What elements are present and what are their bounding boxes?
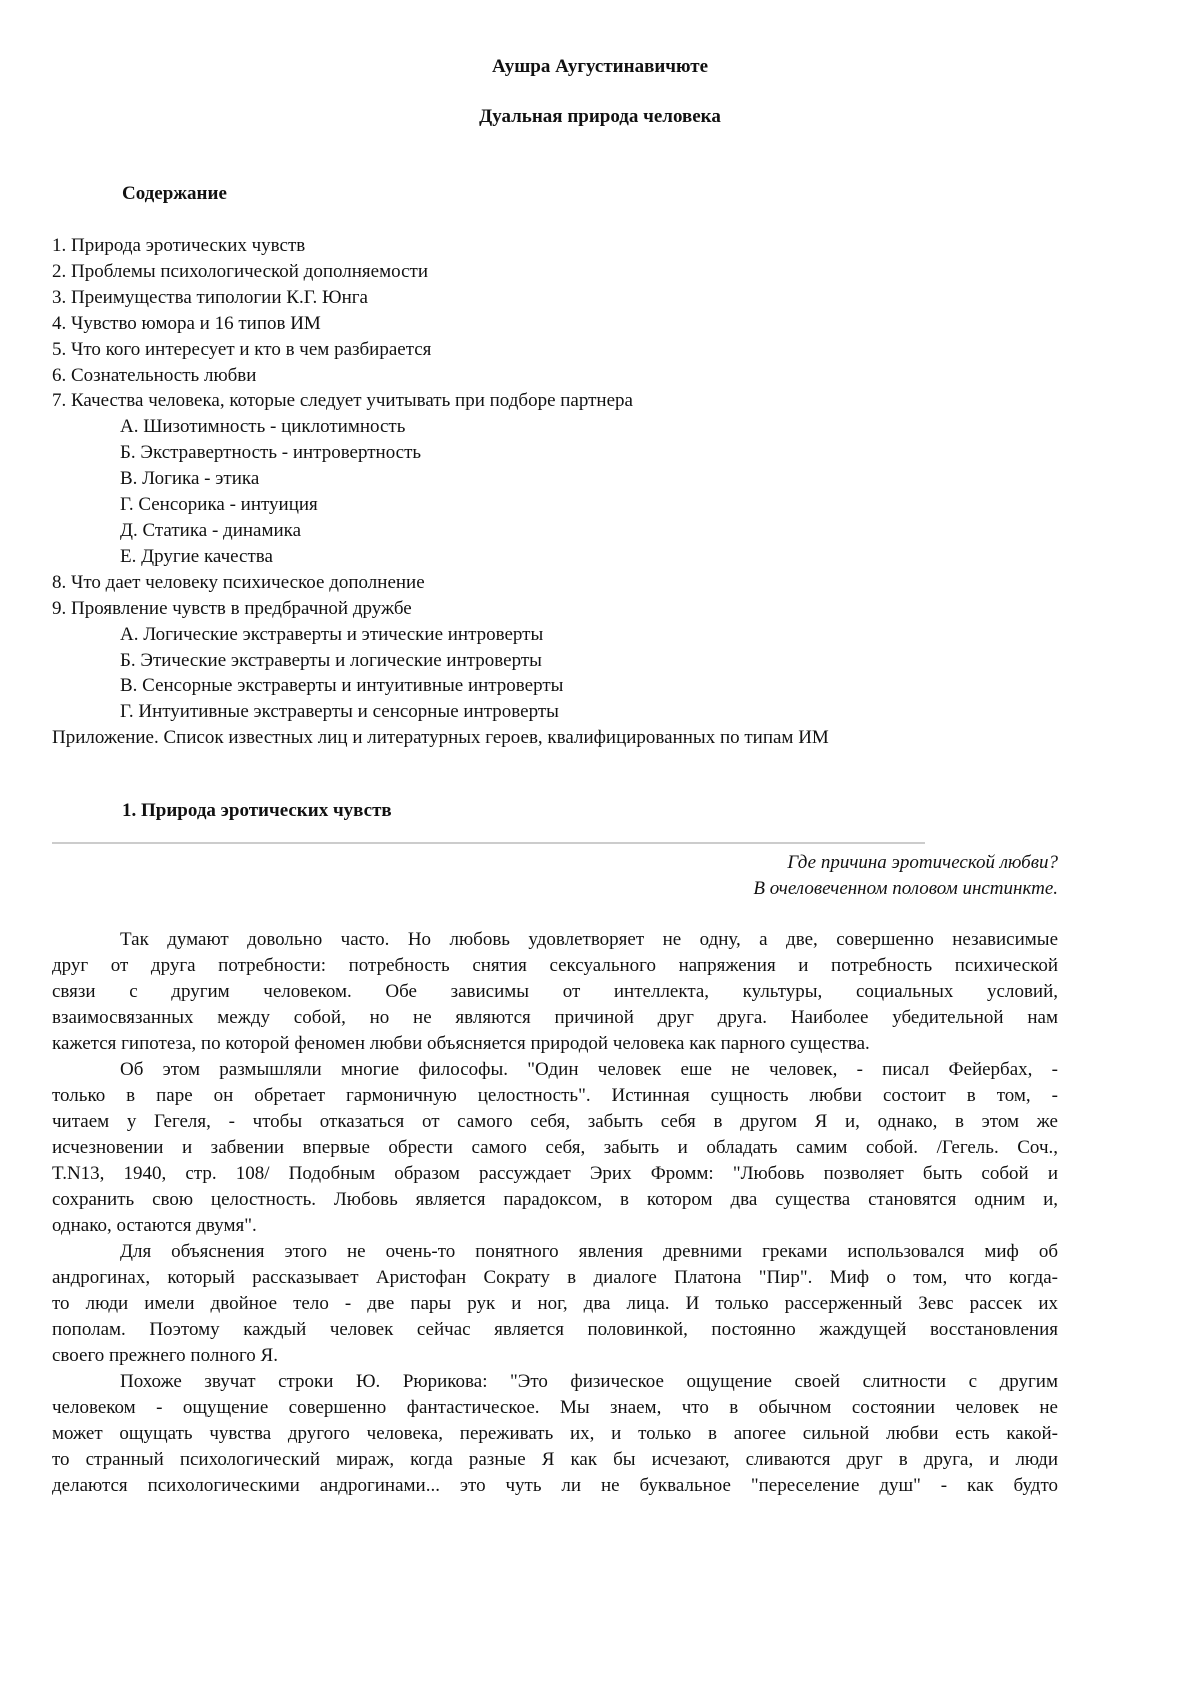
- text-line: связи с другим человеком. Обе зависимы от интеллекта, культуры, социальных условий,: [52, 979, 1058, 1005]
- toc-item[interactable]: 6. Сознательность любви: [52, 363, 829, 389]
- toc-item[interactable]: Приложение. Список известных лиц и литературных героев, квалифицированных по типам ИМ: [52, 725, 829, 751]
- toc-item[interactable]: Б. Этические экстраверты и логические интроверты: [52, 648, 829, 674]
- toc-item[interactable]: 3. Преимущества типологии К.Г. Юнга: [52, 285, 829, 311]
- toc-item[interactable]: 1. Природа эротических чувств: [52, 233, 829, 259]
- text-line: читаем у Гегеля, - чтобы отказаться от самого себя, забыть себя в другом Я и, однако, в этом же: [52, 1109, 1058, 1135]
- author-name: Аушра Аугустинавичюте: [0, 56, 1200, 78]
- text-line: андрогинах, который рассказывает Аристофан Сократу в диалоге Платона "Пир". Миф о том, что когда-: [52, 1265, 1058, 1291]
- text-line: Так думают довольно часто. Но любовь удовлетворяет не одну, а две, совершенно независимые: [52, 927, 1058, 953]
- text-line: делаются психологическими андрогинами... это чуть ли не буквальное "переселение душ" - как будто: [52, 1473, 1058, 1499]
- paragraph: [52, 1057, 1058, 1239]
- text-line: своего прежнего полного Я.: [52, 1343, 1058, 1369]
- text-line: Об этом размышляли многие философы. "Один человек еше не человек, - писал Фейербах, -: [52, 1057, 1058, 1083]
- paragraph: [52, 927, 1058, 1057]
- toc-item[interactable]: Г. Сенсорика - интуиция: [52, 492, 829, 518]
- text-line: то люди имели двойное тело - две пары рук и ног, два лица. И только рассерженный Зевс рассек их: [52, 1291, 1058, 1317]
- text-line: Похоже звучат строки Ю. Рюрикова: "Это физическое ощущение своей слитности с другим: [52, 1369, 1058, 1395]
- toc-item[interactable]: А. Шизотимность - циклотимность: [52, 414, 829, 440]
- document-title: Дуальная природа человека: [0, 106, 1200, 128]
- text-line: однако, остаются двумя".: [52, 1213, 1058, 1239]
- text-line: T.N13, 1940, стр. 108/ Подобным образом рассуждает Эрих Фромм: "Любовь позволяет быть собой и: [52, 1161, 1058, 1187]
- toc-item[interactable]: Е. Другие качества: [52, 544, 829, 570]
- toc-item[interactable]: 5. Что кого интересует и кто в чем разбирается: [52, 337, 829, 363]
- toc-item[interactable]: 7. Качества человека, которые следует учитывать при подборе партнера: [52, 388, 829, 414]
- toc-item[interactable]: 2. Проблемы психологической дополняемости: [52, 259, 829, 285]
- toc-item[interactable]: 4. Чувство юмора и 16 типов ИМ: [52, 311, 829, 337]
- text-line: друг от друга потребности: потребность снятия сексуального напряжения и потребность психической: [52, 953, 1058, 979]
- text-line: может ощущать чувства другого человека, переживать их, и только в апогее сильной любви есть какой-: [52, 1421, 1058, 1447]
- table-of-contents: [52, 233, 829, 751]
- toc-item[interactable]: А. Логические экстраверты и этические интроверты: [52, 622, 829, 648]
- divider: [52, 842, 925, 844]
- toc-item[interactable]: Г. Интуитивные экстраверты и сенсорные интроверты: [52, 699, 829, 725]
- epigraph-line: В очеловеченном половом инстинкте.: [753, 876, 1058, 902]
- text-line: Для объяснения этого не очень-то понятного явления древними греками использовался миф об: [52, 1239, 1058, 1265]
- text-line: взаимосвязанных между собой, но не являются причиной друг друга. Наиболее убедительной нам: [52, 1005, 1058, 1031]
- toc-item[interactable]: В. Логика - этика: [52, 466, 829, 492]
- toc-item[interactable]: 8. Что дает человеку психическое дополнение: [52, 570, 829, 596]
- text-line: пополам. Поэтому каждый человек сейчас является половинкой, постоянно жаждущей восстановления: [52, 1317, 1058, 1343]
- toc-heading: Содержание: [122, 183, 227, 205]
- paragraph: [52, 1369, 1058, 1499]
- toc-item[interactable]: Д. Статика - динамика: [52, 518, 829, 544]
- toc-item[interactable]: В. Сенсорные экстраверты и интуитивные интроверты: [52, 673, 829, 699]
- section-heading: 1. Природа эротических чувств: [122, 800, 392, 822]
- text-line: кажется гипотеза, по которой феномен любви объясняется природой человека как парного существа.: [52, 1031, 1058, 1057]
- epigraph: [753, 850, 1058, 902]
- epigraph-line: Где причина эротической любви?: [753, 850, 1058, 876]
- text-line: человеком - ощущение совершенно фантастическое. Мы знаем, что в обычном состоянии человек не: [52, 1395, 1058, 1421]
- toc-item[interactable]: 9. Проявление чувств в предбрачной дружбе: [52, 596, 829, 622]
- text-line: только в паре он обретает гармоничную целостность". Истинная сущность любви состоит в том, -: [52, 1083, 1058, 1109]
- body-text: [52, 927, 1058, 1499]
- paragraph: [52, 1239, 1058, 1369]
- text-line: то странный психологический мираж, когда разные Я как бы исчезают, сливаются друг в друга, и люди: [52, 1447, 1058, 1473]
- toc-item[interactable]: Б. Экстравертность - интровертность: [52, 440, 829, 466]
- text-line: исчезновении и забвении впервые обрести самого себя, забыть и обладать самим собой. /Гегель. Соч.,: [52, 1135, 1058, 1161]
- text-line: сохранить свою целостность. Любовь является парадоксом, в котором два существа становятся одним и,: [52, 1187, 1058, 1213]
